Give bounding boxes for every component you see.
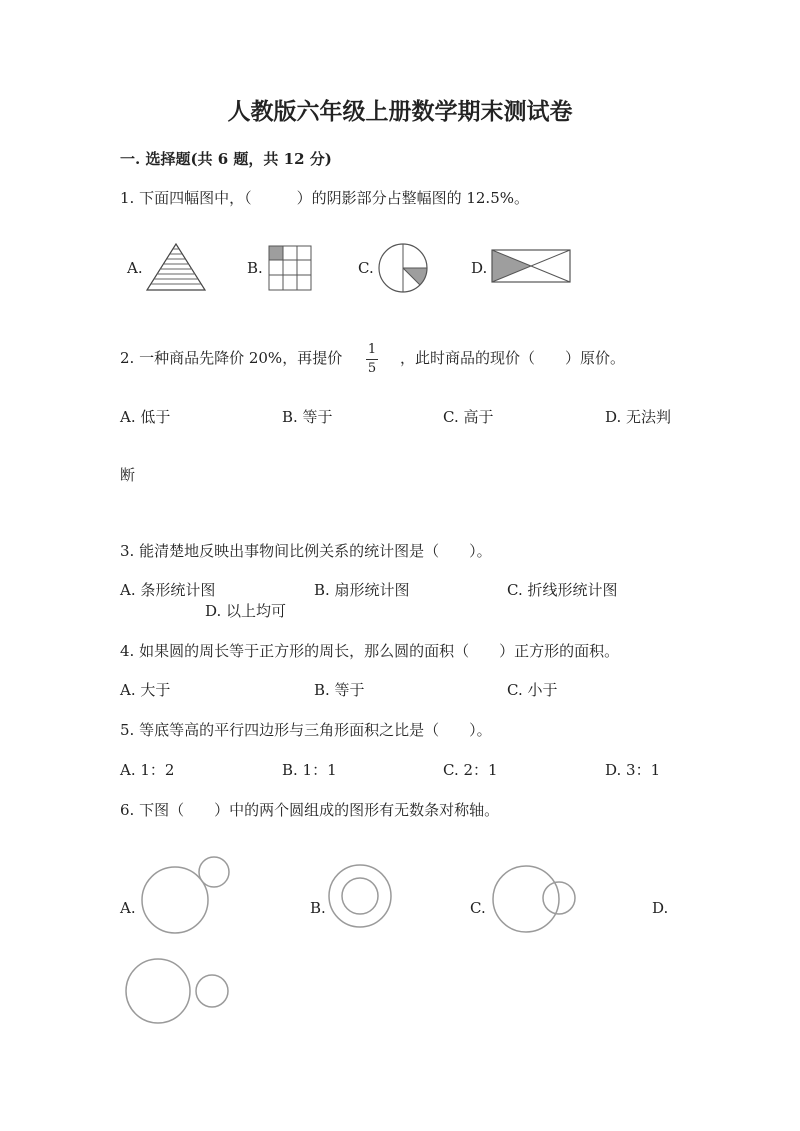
- fraction-one-fifth: [365, 343, 379, 376]
- q6-option-d-separate-circles: [123, 956, 235, 1028]
- question-3-stem: 3. 能清楚地反映出事物间比例关系的统计图是（ ）。: [120, 542, 492, 560]
- q3-option-a: A. 条形统计图: [120, 581, 216, 599]
- q4-option-c: C. 小于: [507, 681, 558, 699]
- fraction-bar: [366, 359, 378, 360]
- q4-option-b: B. 等于: [314, 681, 365, 699]
- fraction-denominator: 5: [367, 361, 377, 376]
- q4-option-a: A. 大于: [120, 681, 171, 699]
- q6-option-b-concentric-circles: [326, 862, 394, 930]
- q6-option-a-label: A.: [120, 899, 136, 917]
- q3-option-b: B. 扇形统计图: [314, 581, 410, 599]
- q6-option-a-circles: [140, 855, 232, 937]
- q6-option-c-label: C.: [470, 899, 486, 917]
- q5-option-a: A. 1：2: [120, 761, 175, 779]
- q2-option-b: B. 等于: [282, 408, 333, 426]
- fraction-numerator: 1: [367, 342, 377, 357]
- q3-option-c: C. 折线形统计图: [507, 581, 618, 599]
- q6-option-d-label: D.: [652, 899, 669, 917]
- q2-option-d-wrap: 断: [120, 466, 136, 484]
- q6-option-b-label: B.: [310, 899, 326, 917]
- q1-circle-sector-figure: [376, 241, 430, 295]
- q1-striped-triangle-figure: [145, 242, 207, 292]
- q3-option-d: D. 以上均可: [205, 602, 287, 620]
- q5-option-c: C. 2：1: [443, 761, 498, 779]
- q2-option-c: C. 高于: [443, 408, 494, 426]
- section-heading: 一. 选择题(共 6 题，共 12 分): [120, 150, 332, 168]
- question-4-stem: 4. 如果圆的周长等于正方形的周长，那么圆的面积（ ）正方形的面积。: [120, 642, 620, 660]
- question-2-stem: 2. 一种商品先降价 20%，再提价: [120, 349, 343, 367]
- q1-option-b-label: B.: [247, 259, 263, 277]
- q1-grid-figure: [267, 244, 313, 292]
- q5-option-b: B. 1：1: [282, 761, 337, 779]
- q1-rectangle-diagonals-figure: [490, 248, 572, 284]
- q6-option-c-overlapping-circles: [490, 864, 580, 934]
- question-5-stem: 5. 等底等高的平行四边形与三角形面积之比是（ ）。: [120, 721, 492, 739]
- question-2-stem-continued: ，此时商品的现价（ ）原价。: [400, 349, 626, 367]
- q5-option-d: D. 3：1: [605, 761, 661, 779]
- question-6-stem: 6. 下图（ ）中的两个圆组成的图形有无数条对称轴。: [120, 801, 500, 819]
- q2-option-a: A. 低于: [120, 408, 171, 426]
- q1-option-a-label: A.: [127, 259, 143, 277]
- q1-option-d-label: D.: [471, 259, 488, 277]
- question-1-stem: 1. 下面四幅图中，（ ）的阴影部分占整幅图的 12.5%。: [120, 189, 530, 207]
- q2-option-d: D. 无法判: [605, 408, 672, 426]
- page-title: 人教版六年级上册数学期末测试卷: [227, 98, 573, 125]
- q1-option-c-label: C.: [358, 259, 374, 277]
